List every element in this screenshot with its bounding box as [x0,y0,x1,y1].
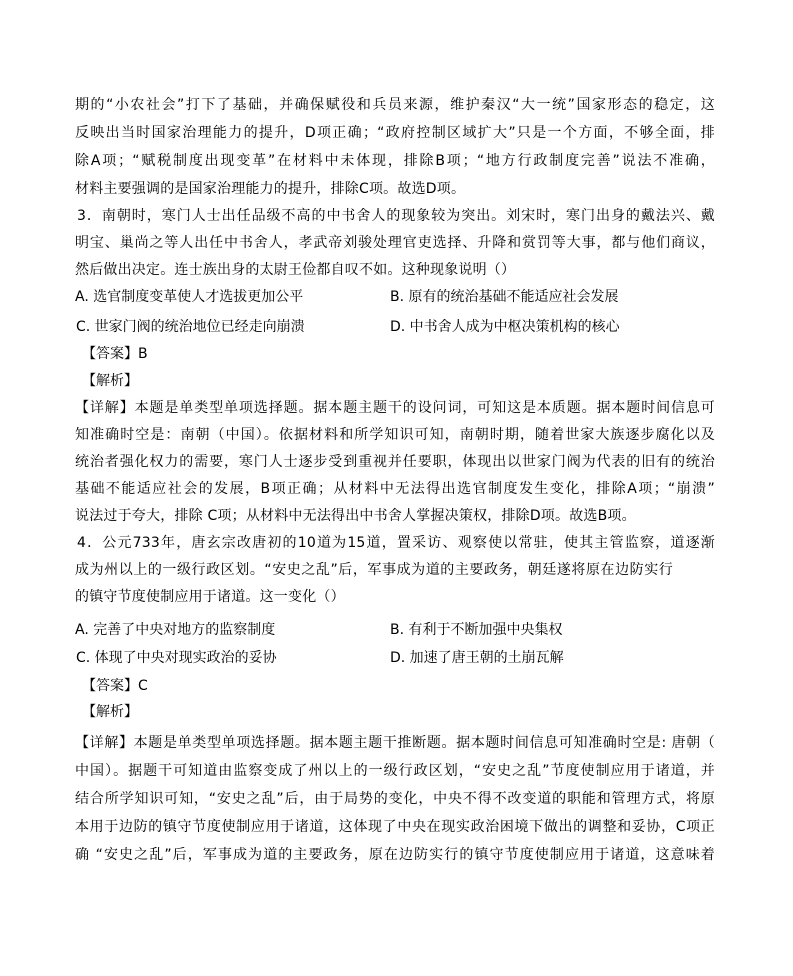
q4-detail-line-3: 结合所学知识可知，“安史之乱”后，由于局势的变化，中央不得不改变道的职能和管理方式，将原 [75,791,715,807]
prev-explanation-line-4: 材料主要强调的是国家治理能力的提升，排除C项。故选D项。 [75,181,466,197]
q4-stem-line-2: 成为州以上的一级行政区划。“安史之乱”后，军事成为道的主要政务，朝廷遂将原在边防实行 [75,562,673,578]
q3-detail-line-4: 基础不能适应社会的发展，B项正确；从材料中无法得出选官制度发生变化，排除A项；“崩溃” [75,481,715,497]
prev-explanation-line-2: 反映出当时国家治理能力的提升，D项正确；“政府控制区域扩大”只是一个方面，不够全面，排 [75,125,715,141]
q3-detail-line-1: 【详解】本题是单类型单项选择题。据本题主题干的设问词，可知这是本质题。据本题时间信息可 [75,400,715,416]
q4-detail-line-4: 本用于边防的镇守节度使制应用于诸道，这体现了中央在现实政治困境下做出的调整和妥协，C项正 [75,819,715,835]
q4-detail-line-5: 确 “安史之乱”后，军事成为道的主要政务，原在边防实行的镇守节度使制应用于诸道，这意味着 [75,847,715,863]
q4-option-a: A. 完善了中央对地方的监察制度 [75,622,276,638]
prev-explanation-line-1: 期的“小农社会”打下了基础，并确保赋役和兵员来源，维护秦汉“大一统”国家形态的稳定，这 [75,97,715,113]
q3-stem-line-1: 3．南朝时，寒门人士出任品级不高的中书舍人的现象较为突出。刘宋时，寒门出身的戴法兴、戴 [77,208,715,224]
q3-stem-line-2: 明宝、巢尚之等人出任中书舍人，孝武帝刘骏处理官吏选择、升降和赏罚等大事，都与他们商议， [75,235,715,251]
q4-answer: 【答案】C [82,678,148,694]
q4-stem-line-3: 的镇守节度使制应用于诸道。这一变化（） [75,589,345,605]
q4-option-c: C. 体现了中央对现实政治的妥协 [76,650,277,666]
prev-explanation-line-3: 除A项；“赋税制度出现变革”在材料中未体现，排除B项；“地方行政制度完善”说法不准确， [75,153,715,169]
q3-option-d: D. 中书舍人成为中枢决策机构的核心 [390,319,620,335]
q3-detail-line-3: 统治者强化权力的需要，寒门人士逐步受到重视并任要职，体现出以世家门阀为代表的旧有的统治 [75,454,715,470]
q4-stem-line-1: 4．公元733年，唐玄宗改唐初的10道为15道，置采访、观察使以常驻，使其主管监察，道逐渐 [77,535,715,551]
q4-detail-line-1: 【详解】本题是单类型单项选择题。据本题主题干推断题。据本题时间信息可知准确时空是: 唐朝（ [75,735,715,751]
q4-analysis-label: 【解析】 [82,704,138,720]
q3-option-b: B. 原有的统治基础不能适应社会发展 [390,289,619,305]
q4-detail-line-2: 中国）。据题干可知道由监察变成了州以上的一级行政区划，“安史之乱”节度使制应用于诸道，并 [75,763,715,779]
q3-option-a: A. 选官制度变革使人才选拔更加公平 [75,289,304,305]
q3-answer: 【答案】B [82,346,148,362]
q3-detail-line-2: 知准确时空是：南朝（中国）。依据材料和所学知识可知，南朝时期，随着世家大族逐步腐化以及 [75,427,715,443]
q4-option-b: B. 有利于不断加强中央集权 [390,622,563,638]
q3-detail-line-5: 说法过于夸大，排除 C项；从材料中无法得出中书舍人掌握决策权，排除D项。故选B项。 [75,508,636,524]
q4-option-d: D. 加速了唐王朝的土崩瓦解 [390,650,564,666]
q3-analysis-label: 【解析】 [82,373,138,389]
q3-stem-line-3: 然后做出决定。连士族出身的太尉王俭都自叹不如。这种现象说明（） [75,262,516,278]
q3-option-c: C. 世家门阀的统治地位已经走向崩溃 [76,319,305,335]
